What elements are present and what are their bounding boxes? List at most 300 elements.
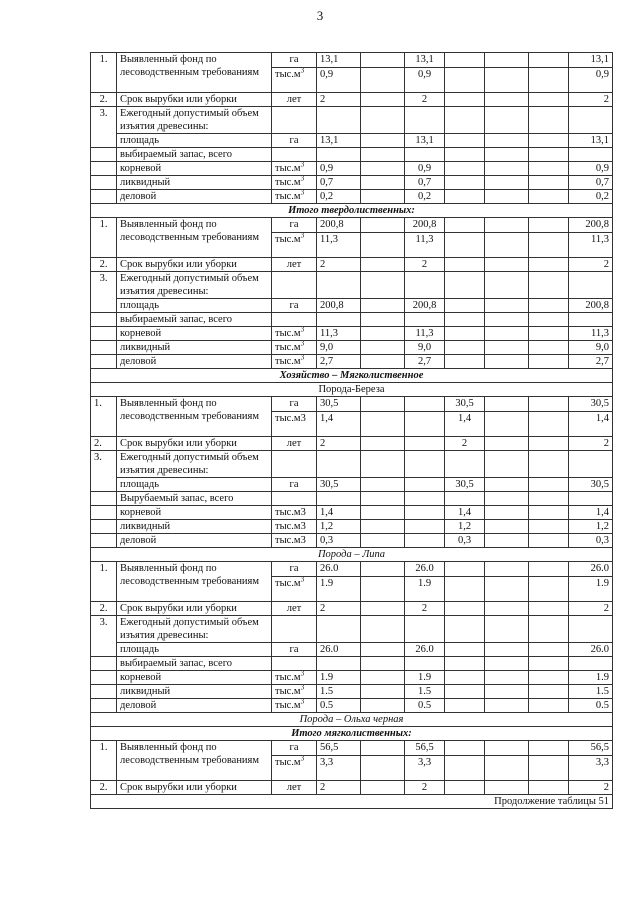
table-cell — [485, 657, 529, 671]
unit-cell — [272, 341, 317, 355]
table-cell — [445, 685, 485, 699]
table-cell — [91, 162, 117, 176]
value-cell: 26.0 — [405, 643, 445, 657]
table-cell — [529, 577, 569, 602]
table-cell — [91, 699, 117, 713]
row-number: 1. — [91, 741, 117, 781]
unit-cell: лет — [272, 602, 317, 616]
table-row — [91, 93, 613, 107]
unit-cell: га — [272, 643, 317, 657]
unit-label: тыс.м — [275, 328, 301, 339]
unit-superscript: 3 — [300, 576, 305, 584]
unit-cell — [272, 756, 317, 781]
value-cell: 1,4 — [569, 506, 613, 520]
row-label: деловой — [117, 699, 272, 713]
row-label: Ежегодный допустимый объем изъятия древесины: — [117, 616, 272, 643]
table-row — [91, 699, 613, 713]
table-cell — [361, 451, 405, 478]
value-cell: 9,0 — [317, 341, 361, 355]
unit-cell — [272, 176, 317, 190]
table-row — [91, 478, 613, 492]
row-label: ликвидный — [117, 176, 272, 190]
value-cell: 0.5 — [405, 699, 445, 713]
row-label: корневой — [117, 506, 272, 520]
table-cell — [91, 671, 117, 685]
row-label: Выявленный фонд по лесоводственным требованиям — [117, 218, 272, 258]
section-heading: Порода – Ольха черная — [91, 713, 613, 727]
table-cell — [529, 534, 569, 548]
table-cell — [405, 451, 445, 478]
unit-cell: га — [272, 134, 317, 148]
table-cell — [529, 781, 569, 795]
table-cell — [361, 616, 405, 643]
table-cell — [405, 492, 445, 506]
table-cell — [405, 272, 445, 299]
table-cell — [445, 233, 485, 258]
table-cell — [445, 313, 485, 327]
table-cell — [405, 506, 445, 520]
table-cell — [529, 93, 569, 107]
table-cell — [91, 492, 117, 506]
table-cell — [529, 741, 569, 756]
value-cell: 13,1 — [405, 53, 445, 68]
table-cell — [405, 616, 445, 643]
table-cell — [485, 397, 529, 412]
unit-cell: га — [272, 53, 317, 68]
row-label: деловой — [117, 355, 272, 369]
table-row — [91, 506, 613, 520]
value-cell: 0,2 — [405, 190, 445, 204]
section-row — [91, 713, 613, 727]
unit-superscript: 3 — [300, 67, 305, 75]
table-cell — [445, 355, 485, 369]
row-label: Срок вырубки или уборки — [117, 93, 272, 107]
table-cell — [361, 657, 405, 671]
table-cell — [445, 107, 485, 134]
value-cell: 11,3 — [317, 327, 361, 341]
table-cell — [445, 327, 485, 341]
value-cell: 200,8 — [317, 299, 361, 313]
row-label: выбираемый запас, всего — [117, 148, 272, 162]
table-cell — [485, 233, 529, 258]
table-cell — [445, 341, 485, 355]
table-cell — [445, 741, 485, 756]
row-label: ликвидный — [117, 341, 272, 355]
table-cell — [485, 272, 529, 299]
value-cell: 2 — [405, 602, 445, 616]
value-cell: 1.5 — [317, 685, 361, 699]
table-row — [91, 258, 613, 272]
table-row — [91, 671, 613, 685]
table-cell — [445, 657, 485, 671]
value-cell: 0.5 — [569, 699, 613, 713]
unit-cell: тыс.м3 — [272, 412, 317, 437]
table-cell — [361, 534, 405, 548]
table-cell — [361, 397, 405, 412]
row-number: 3. — [91, 107, 117, 148]
table-cell — [529, 657, 569, 671]
value-cell: 2 — [569, 602, 613, 616]
table-row — [91, 437, 613, 451]
table-cell — [445, 451, 485, 478]
table-cell — [361, 341, 405, 355]
unit-cell — [272, 685, 317, 699]
table-cell — [361, 107, 405, 134]
unit-cell — [272, 68, 317, 93]
table-cell — [569, 272, 613, 299]
table-cell — [529, 685, 569, 699]
unit-label: тыс.м — [275, 578, 301, 589]
value-cell: 0,3 — [569, 534, 613, 548]
section-row — [91, 548, 613, 562]
row-label: Ежегодный допустимый объем изъятия древесины: — [117, 107, 272, 134]
unit-cell — [272, 699, 317, 713]
table-cell — [91, 313, 117, 327]
table-row — [91, 492, 613, 506]
value-cell: 11,3 — [405, 233, 445, 258]
table-row — [91, 451, 613, 478]
row-label: Срок вырубки или уборки — [117, 437, 272, 451]
value-cell: 2,7 — [317, 355, 361, 369]
table-cell — [361, 218, 405, 233]
table-cell — [405, 412, 445, 437]
value-cell: 0,2 — [569, 190, 613, 204]
value-cell: 13,1 — [317, 134, 361, 148]
value-cell: 200,8 — [405, 299, 445, 313]
value-cell: 1.9 — [405, 671, 445, 685]
unit-cell: га — [272, 299, 317, 313]
unit-cell — [272, 577, 317, 602]
table-cell — [485, 643, 529, 657]
table-cell — [569, 616, 613, 643]
table-cell — [529, 327, 569, 341]
unit-superscript: 3 — [300, 755, 305, 763]
value-cell: 1,4 — [569, 412, 613, 437]
table-cell — [317, 451, 361, 478]
table-row — [91, 685, 613, 699]
unit-cell: лет — [272, 258, 317, 272]
value-cell: 26.0 — [317, 643, 361, 657]
table-cell — [272, 148, 317, 162]
value-cell: 2 — [569, 781, 613, 795]
table-cell — [405, 657, 445, 671]
table-cell — [405, 478, 445, 492]
table-cell — [445, 134, 485, 148]
table-row — [91, 355, 613, 369]
value-cell: 13,1 — [569, 53, 613, 68]
table-cell — [485, 53, 529, 68]
table-cell — [485, 781, 529, 795]
row-label: Ежегодный допустимый объем изъятия древесины: — [117, 451, 272, 478]
row-number: 1. — [91, 53, 117, 93]
table-cell — [485, 327, 529, 341]
value-cell: 1,4 — [445, 412, 485, 437]
row-label: Ежегодный допустимый объем изъятия древесины: — [117, 272, 272, 299]
value-cell: 0,7 — [569, 176, 613, 190]
unit-cell — [272, 190, 317, 204]
table-row — [91, 176, 613, 190]
table-row — [91, 272, 613, 299]
table-cell — [91, 685, 117, 699]
table-cell — [569, 657, 613, 671]
unit-cell — [272, 162, 317, 176]
table-cell — [485, 299, 529, 313]
unit-superscript: 3 — [300, 189, 305, 197]
unit-superscript: 3 — [300, 698, 305, 706]
value-cell: 2 — [405, 93, 445, 107]
row-number: 2. — [91, 602, 117, 616]
value-cell: 30,5 — [445, 397, 485, 412]
table-cell — [317, 313, 361, 327]
table-cell — [405, 397, 445, 412]
value-cell: 13,1 — [317, 53, 361, 68]
table-cell — [485, 534, 529, 548]
value-cell: 2 — [317, 437, 361, 451]
section-heading: Порода – Липа — [91, 548, 613, 562]
unit-superscript: 3 — [300, 326, 305, 334]
value-cell: 0,9 — [405, 162, 445, 176]
table-cell — [361, 233, 405, 258]
value-cell: 2 — [317, 93, 361, 107]
table-cell — [361, 93, 405, 107]
table-cell — [272, 313, 317, 327]
row-label: выбираемый запас, всего — [117, 657, 272, 671]
value-cell: 0,7 — [317, 176, 361, 190]
table-cell — [91, 520, 117, 534]
value-cell: 2 — [445, 437, 485, 451]
table-cell — [91, 176, 117, 190]
value-cell: 0,9 — [317, 162, 361, 176]
value-cell: 30,5 — [317, 397, 361, 412]
continuation-row — [91, 795, 613, 809]
table-cell — [485, 412, 529, 437]
table-cell — [485, 616, 529, 643]
unit-cell: га — [272, 397, 317, 412]
table-cell — [361, 478, 405, 492]
row-label: площадь — [117, 299, 272, 313]
value-cell: 13,1 — [405, 134, 445, 148]
row-label: площадь — [117, 134, 272, 148]
table-row — [91, 562, 613, 577]
table-cell — [91, 506, 117, 520]
row-label: корневой — [117, 327, 272, 341]
table-cell — [485, 741, 529, 756]
value-cell: 13,1 — [569, 134, 613, 148]
unit-superscript: 3 — [300, 684, 305, 692]
table-cell — [529, 451, 569, 478]
table-cell — [529, 756, 569, 781]
table-cell — [569, 451, 613, 478]
table-cell — [569, 107, 613, 134]
table-cell — [405, 437, 445, 451]
unit-label: тыс.м — [275, 686, 301, 697]
table-cell — [361, 506, 405, 520]
unit-superscript: 3 — [300, 175, 305, 183]
row-number: 2. — [91, 93, 117, 107]
table-cell — [529, 218, 569, 233]
unit-cell: га — [272, 741, 317, 756]
table-cell — [529, 437, 569, 451]
table-cell — [405, 313, 445, 327]
value-cell: 9,0 — [405, 341, 445, 355]
table-row — [91, 341, 613, 355]
table-cell — [485, 671, 529, 685]
unit-cell — [272, 327, 317, 341]
table-cell — [485, 148, 529, 162]
table-cell — [361, 190, 405, 204]
table-cell — [485, 699, 529, 713]
value-cell: 1.9 — [405, 577, 445, 602]
table-cell — [445, 93, 485, 107]
unit-label: тыс.м — [275, 757, 301, 768]
value-cell: 0,7 — [405, 176, 445, 190]
value-cell: 200,8 — [405, 218, 445, 233]
unit-label: тыс.м — [275, 700, 301, 711]
value-cell: 30,5 — [569, 397, 613, 412]
table-cell — [361, 313, 405, 327]
row-number: 2. — [91, 781, 117, 795]
unit-superscript: 3 — [300, 354, 305, 362]
table-row — [91, 781, 613, 795]
table-cell — [485, 577, 529, 602]
section-heading: Итого твердолиственных: — [91, 204, 613, 218]
table-row — [91, 134, 613, 148]
unit-cell: тыс.м3 — [272, 520, 317, 534]
value-cell: 1.9 — [317, 671, 361, 685]
unit-superscript: 3 — [300, 232, 305, 240]
row-number: 1. — [91, 562, 117, 602]
table-cell — [445, 643, 485, 657]
table-cell — [361, 412, 405, 437]
row-number: 2. — [91, 437, 117, 451]
value-cell: 11,3 — [569, 233, 613, 258]
table-cell — [529, 602, 569, 616]
row-label: корневой — [117, 162, 272, 176]
table-cell — [529, 643, 569, 657]
table-cell — [445, 68, 485, 93]
row-label: выбираемый запас, всего — [117, 313, 272, 327]
value-cell: 200,8 — [569, 218, 613, 233]
value-cell: 2,7 — [569, 355, 613, 369]
table-cell — [361, 258, 405, 272]
value-cell: 26.0 — [317, 562, 361, 577]
table-cell — [445, 162, 485, 176]
value-cell: 26.0 — [569, 562, 613, 577]
table-cell — [361, 437, 405, 451]
table-cell — [445, 699, 485, 713]
table-cell — [91, 341, 117, 355]
table-cell — [485, 355, 529, 369]
value-cell: 3,3 — [317, 756, 361, 781]
unit-cell — [272, 233, 317, 258]
value-cell: 2 — [317, 258, 361, 272]
row-label: ликвидный — [117, 520, 272, 534]
table-cell — [529, 562, 569, 577]
table-cell — [361, 643, 405, 657]
table-cell — [529, 134, 569, 148]
row-label: деловой — [117, 190, 272, 204]
table-cell — [317, 616, 361, 643]
value-cell: 0,2 — [317, 190, 361, 204]
row-label: Выявленный фонд по лесоводственным требованиям — [117, 53, 272, 93]
value-cell: 1.5 — [569, 685, 613, 699]
table-row — [91, 616, 613, 643]
value-cell: 200,8 — [569, 299, 613, 313]
table-cell — [445, 299, 485, 313]
table-cell — [91, 327, 117, 341]
row-number: 3. — [91, 451, 117, 492]
table-cell — [529, 616, 569, 643]
value-cell: 0,3 — [317, 534, 361, 548]
section-heading: Хозяйство – Мягколиственное — [91, 369, 613, 383]
table-cell — [529, 107, 569, 134]
row-label: Срок вырубки или уборки — [117, 602, 272, 616]
table-row — [91, 602, 613, 616]
table-cell — [272, 451, 317, 478]
table-cell — [529, 492, 569, 506]
table-cell — [361, 756, 405, 781]
value-cell: 2 — [405, 781, 445, 795]
value-cell: 56,5 — [317, 741, 361, 756]
table-cell — [361, 602, 405, 616]
table-cell — [529, 233, 569, 258]
table-cell — [485, 562, 529, 577]
section-row — [91, 727, 613, 741]
table-cell — [445, 148, 485, 162]
table-cell — [361, 577, 405, 602]
value-cell: 1.9 — [317, 577, 361, 602]
table-cell — [569, 148, 613, 162]
table-cell — [445, 756, 485, 781]
table-cell — [485, 492, 529, 506]
table-cell — [361, 162, 405, 176]
row-label: площадь — [117, 478, 272, 492]
unit-label: тыс.м — [275, 342, 301, 353]
row-number: 3. — [91, 272, 117, 313]
table-cell — [272, 107, 317, 134]
table-cell — [485, 478, 529, 492]
value-cell: 2 — [317, 781, 361, 795]
table-cell — [529, 412, 569, 437]
table-cell — [445, 616, 485, 643]
table-cell — [529, 478, 569, 492]
unit-cell — [272, 355, 317, 369]
table-cell — [569, 313, 613, 327]
value-cell: 2 — [405, 258, 445, 272]
table-cell — [445, 176, 485, 190]
table-cell — [361, 327, 405, 341]
value-cell: 1.9 — [569, 671, 613, 685]
row-label: корневой — [117, 671, 272, 685]
table-cell — [445, 492, 485, 506]
row-label: Вырубаемый запас, всего — [117, 492, 272, 506]
table-cell — [445, 602, 485, 616]
table-cell — [361, 299, 405, 313]
table-row — [91, 190, 613, 204]
table-row — [91, 643, 613, 657]
table-cell — [529, 699, 569, 713]
table-cell — [529, 355, 569, 369]
table-cell — [485, 451, 529, 478]
table-cell — [485, 107, 529, 134]
value-cell: 1,4 — [445, 506, 485, 520]
value-cell: 30,5 — [445, 478, 485, 492]
table-cell — [485, 176, 529, 190]
table-cell — [529, 258, 569, 272]
table-cell — [361, 272, 405, 299]
table-cell — [529, 671, 569, 685]
value-cell: 0,9 — [569, 162, 613, 176]
